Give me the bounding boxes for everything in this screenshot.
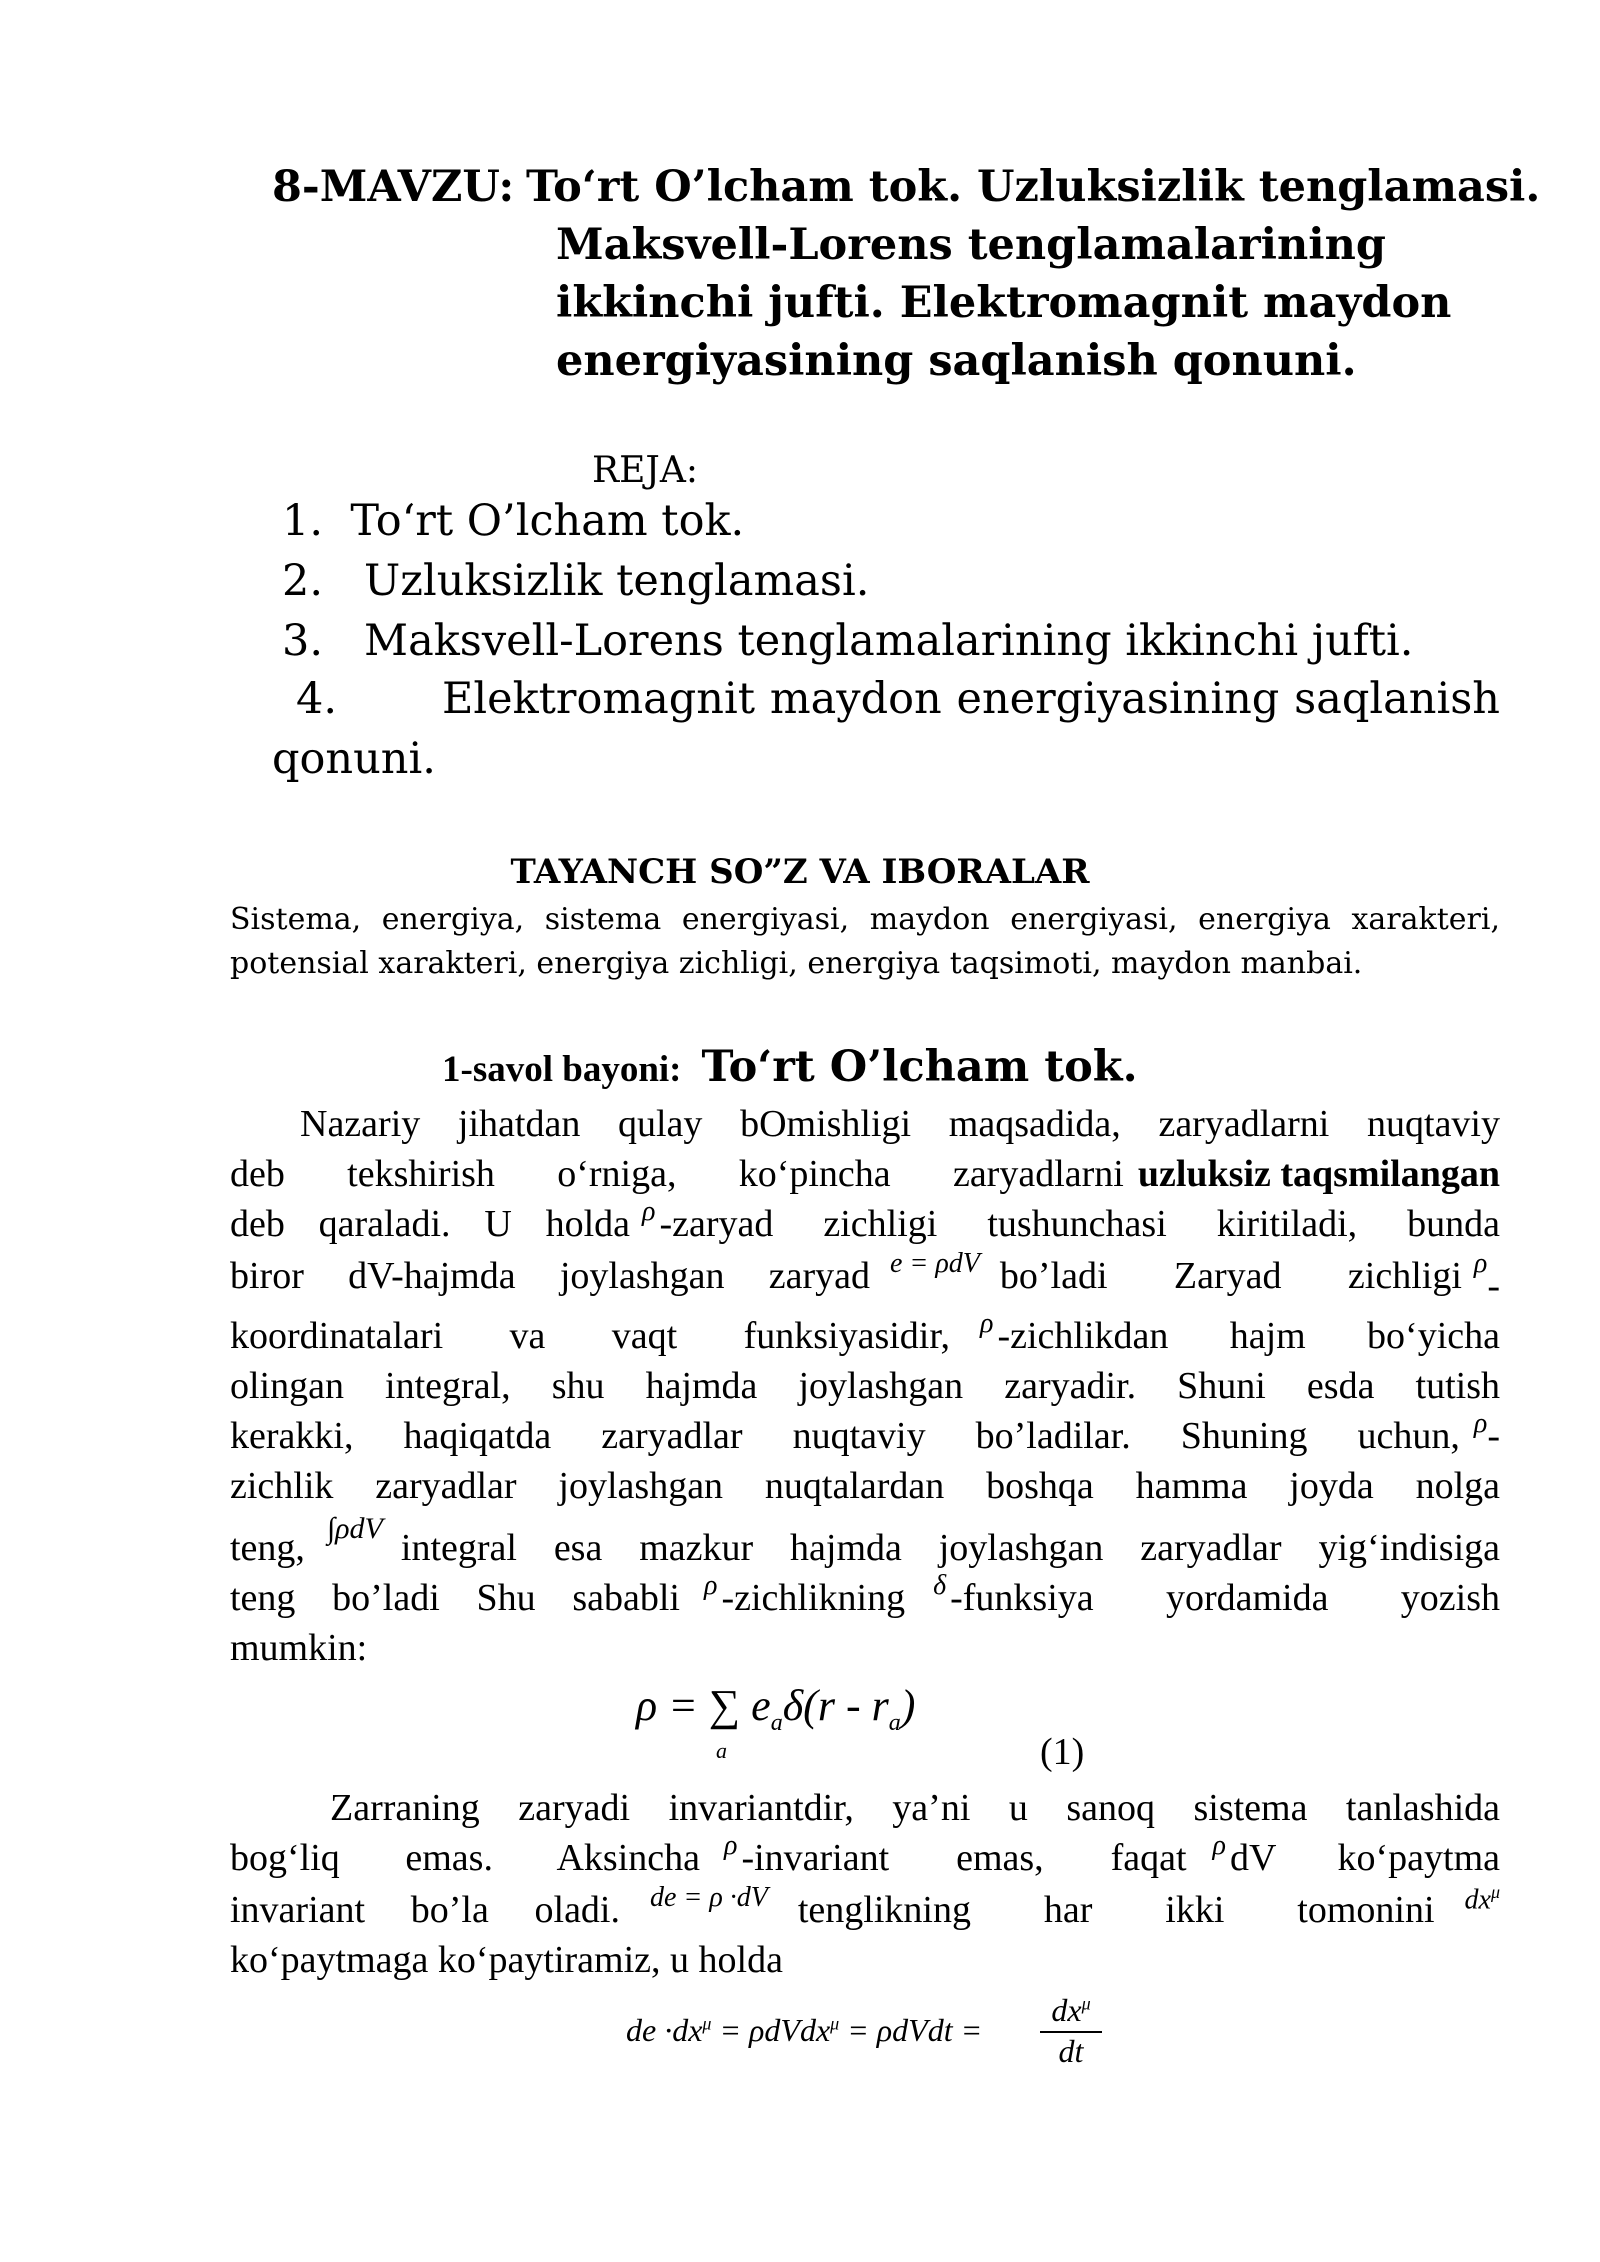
text: kerakki, haqiqatda zaryadlar nuqtaviy bo’ladilar. Shuning uchun, [230,1415,1460,1457]
text: zichlik zaryadlar joylashgan nuqtalardan boshqa hamma joyda nolga [230,1465,1500,1507]
delta-symbol: δ [933,1570,947,1601]
dx-mu [1465,1882,1500,1926]
text: tenglikning har ikki tomonini [797,1889,1435,1931]
text: olingan integral, shu hajmda joylashgan zaryadir. Shuni esda tutish [230,1365,1500,1407]
plan-item-number: 3. [282,616,324,666]
plan-item-text: Maksvell-Lorens tenglamalarining ikkinchi jufti. [364,616,1414,666]
text: teng bo’ladi Shu sababli [230,1577,680,1619]
body-line-7 [230,1408,1500,1458]
rho-symbol: ρ [724,1830,738,1861]
dx: dx [1051,1992,1082,2028]
p2-line-2 [230,1830,1500,1880]
title-line-2: Maksvell-Lorens tenglamalarining [556,220,1386,270]
fraction [1040,1992,1102,2070]
mu: μ [1081,1993,1091,2014]
text: dV ko‘paytma [1230,1837,1500,1879]
plan-item-text: Uzluksizlik tenglamasi. [364,556,870,606]
bold-term: uzluksiz taqsmilangan [1137,1153,1500,1195]
dash: - [1487,1265,1500,1307]
text: teng, [230,1527,305,1569]
p2-line-3 [230,1882,1500,1932]
plan-item-3 [282,616,1413,666]
body-line-4 [230,1248,1500,1307]
plan-item-text: To‘rt O’lcham tok. [350,496,745,546]
de-formula: de = ρ ·dV [650,1882,768,1913]
eq1-sub-a: a [770,1709,783,1736]
rho-symbol: ρ [980,1308,994,1339]
p2-line-1 [330,1786,1500,1830]
eq2-mid: = ρdVdx [711,2012,831,2048]
mu: μ [1490,1882,1500,1902]
text: invariant bo’la oladi. [230,1889,620,1931]
question-heading [442,1042,1138,1092]
text: bog‘liq emas. Aksincha [230,1837,700,1879]
title-line-1: To‘rt O’lcham tok. Uzluksizlik tenglamasi. [526,162,1541,212]
rho-symbol: ρ [704,1570,718,1601]
text: deb tekshirish o‘rniga, ko‘pincha zaryadlarni [230,1153,1124,1195]
keywords-line-1: Sistema, energiya, sistema energiyasi, maydon energiyasi, energiya xarakteri, [230,902,1500,937]
text: biror dV-hajmda joylashgan zaryad [230,1255,870,1297]
mu: μ [830,2013,840,2034]
plan-item-4-continuation: qonuni. [272,734,436,784]
body-line-5 [230,1308,1500,1358]
dx: dx [1464,1884,1491,1916]
question-title: To‘rt O’lcham tok. [701,1042,1138,1092]
text: integral esa mazkur hajmda joylashgan zaryadlar yig‘indisiga [400,1527,1500,1569]
mu: μ [702,2013,712,2034]
plan-item-text: Elektromagnit maydon energiyasining saqlanish [442,674,1500,724]
eq1-rest: δ(r - r [782,1681,889,1730]
body-line-1 [300,1102,1500,1146]
text: -zichlikning [721,1577,906,1619]
plan-item-number: 2. [282,556,324,606]
eq1-close: ) [900,1681,916,1730]
body-line-3 [230,1196,1500,1246]
text: -zaryad zichligi tushunchasi kiritiladi, bunda [659,1203,1500,1245]
plan-item-2 [282,556,869,606]
plan-item-4 [296,674,1500,724]
keywords-heading: TAYANCH SO”Z VA IBORALAR [510,852,1090,892]
charge-formula: e = ρdV [890,1248,980,1279]
fraction-denominator: dt [1058,2033,1084,2069]
body-line-11 [230,1626,1500,1670]
text: bo’ladi Zaryad zichligi [999,1255,1462,1297]
text: koordinatalari va vaqt funksiyasidir, [230,1315,950,1357]
fraction-numerator [1040,1992,1102,2033]
text: Zarraning zaryadi invariantdir, ya’ni u sanoq sistema tanlashida [330,1787,1500,1829]
p2-line-4 [230,1938,1500,1982]
rho-symbol: ρ [1473,1408,1488,1439]
text: -funksiya yordamida yozish [950,1577,1500,1619]
rho-symbol: ρ [1473,1248,1488,1279]
text: Nazariy jihatdan qulay bOmishligi maqsadida, zaryadlarni nuqtaviy [300,1103,1500,1145]
integral-rho-dV: ∫ρdV [326,1512,383,1545]
body-line-9 [230,1512,1500,1570]
eq1-main: ρ = ∑ e [636,1681,771,1730]
equation-2 [626,2012,982,2049]
body-line-6 [230,1364,1500,1408]
rho-symbol: ρ [1212,1830,1226,1861]
text: -zichlikdan hajm bo‘yicha [997,1315,1500,1357]
text: -invariant emas, faqat [741,1837,1187,1879]
plan-item-number: 1. [282,496,324,546]
text: ko‘paytmaga ko‘paytiramiz, u holda [230,1939,783,1981]
plan-heading: REJA: [592,450,698,491]
eq2-left: de ·dx [626,2012,703,2048]
equation-1 [636,1680,915,1737]
topic-label: 8-MAVZU: [272,162,515,212]
body-line-10 [230,1570,1500,1620]
sum-index: a [716,1738,727,1763]
question-label: 1-savol bayoni: [442,1049,682,1090]
eq1-sub-a: a [888,1709,901,1736]
eq2-right: = ρdVdt = [839,2012,983,2048]
plan-item-1 [282,496,744,546]
keywords-line-2: potensial xarakteri, energiya zichligi, energiya taqsimoti, maydon manbai. [230,946,1363,981]
body-line-2 [230,1152,1500,1196]
text: mumkin: [230,1627,368,1669]
text: deb qaraladi. U holda [230,1203,630,1245]
title-line-4: energiyasining saqlanish qonuni. [556,336,1357,386]
rho-symbol: ρ [642,1196,656,1227]
plan-item-number: 4. [296,674,338,724]
body-line-8 [230,1464,1500,1508]
equation-number: (1) [1040,1731,1085,1773]
dash: - [1487,1415,1500,1457]
title-line-3: ikkinchi jufti. Elektromagnit maydon [556,278,1452,328]
